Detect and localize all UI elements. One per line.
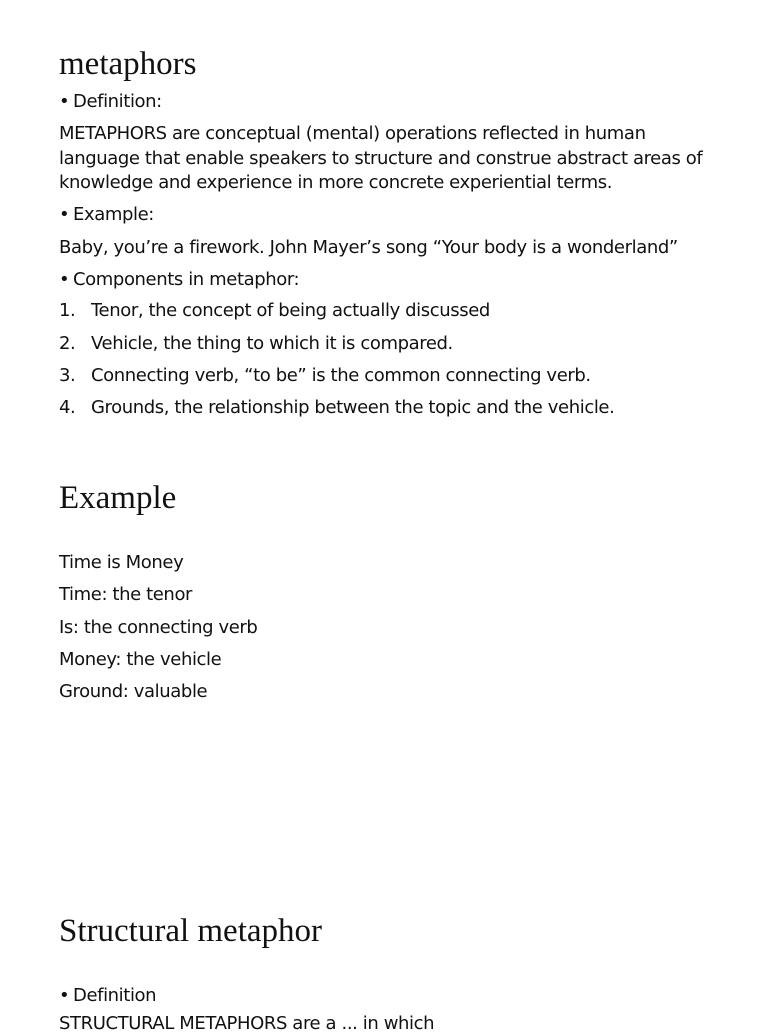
components-heading [59, 268, 749, 292]
structural-definition-cut-off [59, 1013, 759, 1034]
structural-definition-heading [59, 984, 749, 1008]
section-title-example: Example [59, 480, 177, 516]
list-number: 3. [59, 365, 76, 386]
list-number: 1. [59, 300, 76, 321]
components-list-item [59, 299, 749, 323]
bullet-icon: • [59, 269, 70, 290]
example-line-text: Ground: valuable [59, 681, 208, 702]
components-list-item [59, 364, 749, 388]
example-label: Example: [73, 204, 154, 225]
example-heading [59, 203, 749, 227]
list-item-text: Connecting verb, “to be” is the common connecting verb. [91, 365, 591, 386]
example-line [59, 616, 749, 640]
example-line [59, 551, 749, 575]
section-title-structural-metaphor: Structural metaphor [59, 913, 323, 949]
list-number: 2. [59, 333, 76, 354]
definition-label: Definition: [73, 91, 162, 112]
structural-definition-text: STRUCTURAL METAPHORS are a ... in which [59, 1013, 435, 1034]
example-paragraph [59, 236, 749, 260]
list-item-text: Tenor, the concept of being actually discussed [91, 300, 490, 321]
bullet-icon: • [59, 91, 70, 112]
example-line-text: Money: the vehicle [59, 649, 222, 670]
components-list-item [59, 332, 749, 356]
section-metaphors [59, 44, 749, 84]
bullet-icon: • [59, 204, 70, 225]
example-line [59, 583, 749, 607]
components-list-item [59, 396, 749, 420]
list-item-text: Vehicle, the thing to which it is compared. [91, 333, 453, 354]
list-item-text: Grounds, the relationship between the topic and the vehicle. [91, 397, 615, 418]
example-line-text: Is: the connecting verb [59, 617, 258, 638]
structural-definition-label: Definition [73, 985, 157, 1006]
section-example [59, 478, 749, 518]
components-label: Components in metaphor: [73, 269, 300, 290]
example-line [59, 648, 749, 672]
definition-paragraph [59, 122, 719, 196]
example-line [59, 680, 749, 704]
definition-heading [59, 90, 749, 114]
section-title-metaphors: metaphors [59, 46, 197, 82]
bullet-icon: • [59, 985, 70, 1006]
list-number: 4. [59, 397, 76, 418]
example-text: Baby, you’re a firework. John Mayer’s song “Your body is a wonderland” [59, 237, 678, 258]
example-line-text: Time is Money [59, 552, 184, 573]
example-line-text: Time: the tenor [59, 584, 193, 605]
section-structural-metaphor [59, 911, 749, 951]
definition-text: METAPHORS are conceptual (mental) operations reflected in human language that enable speakers to structure and construe abstract areas of knowledge and experience in more concrete experiential terms. [59, 123, 703, 193]
